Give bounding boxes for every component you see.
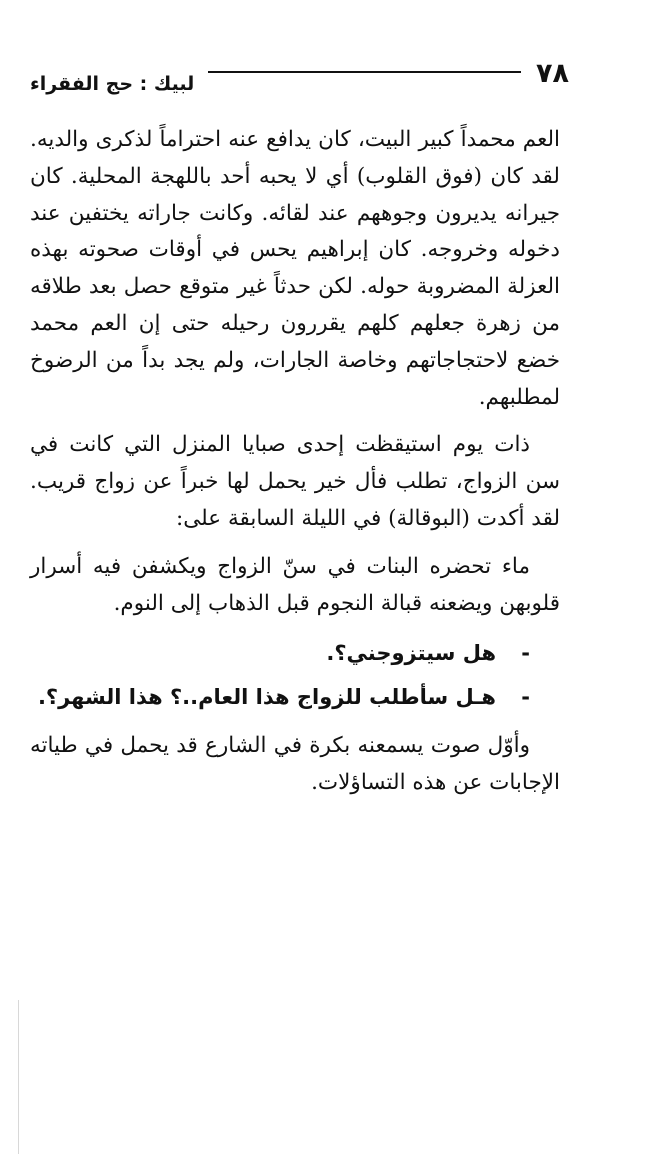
list-dash: - xyxy=(521,685,530,710)
question-list xyxy=(30,634,560,716)
body-text xyxy=(30,122,560,802)
page-number: ٧٨ xyxy=(536,58,569,89)
question-text: هل سيتزوجني؟. xyxy=(326,641,496,666)
page-edge-line xyxy=(18,1000,19,1154)
paragraph: وأوّل صوت يسمعنه بكرة في الشارع قد يحمل في طياته الإجابات عن هذه التساؤلات. xyxy=(30,733,560,796)
list-item xyxy=(30,678,530,716)
header-rule xyxy=(208,71,521,73)
quoted-definition: ماء تحضره البنات في سنّ الزواج ويكشفن فيه أسرار قلوبهن ويضعنه قبالة النجوم قبل الذهاب إلى النوم. xyxy=(30,553,560,616)
running-title: لبيك : حج الفقراء xyxy=(30,73,195,95)
paragraph: ذات يوم استيقظت إحدى صبايا المنزل التي كانت في سن الزواج، تطلب فأل خير يحمل لها خبراً عن زواج قريب. لقد أكدت (البوقالة) في الليلة السابقة على: xyxy=(30,432,560,531)
question-text: هـل سأطلب للزواج هذا العام..؟ هذا الشهر؟. xyxy=(37,685,496,710)
list-dash: - xyxy=(521,641,530,666)
page-header xyxy=(30,58,575,98)
list-item xyxy=(30,634,530,672)
paragraph: العم محمداً كبير البيت، كان يدافع عنه احتراماً لذكرى والديه. لقد كان (فوق القلوب) أي لا يحبه أحد باللهجة المحلية. كان جيرانه يديرون وجوههم عند لقائه. وكانت جاراته يختفين عند دخوله وخروجه. كان إبراهيم يحس في أوقات صحوته بهذه العزلة المضروبة حوله. لكن حدثاً غير متوقع حصل بعد طلاقه من زهرة جعلهم كلهم يقررون رحيله حتى إن العم محمد خضع لاحتجاجاتهم وخاصة الجارات، ولم يجد بداً من الرضوخ لمطلبهم. xyxy=(30,127,560,410)
